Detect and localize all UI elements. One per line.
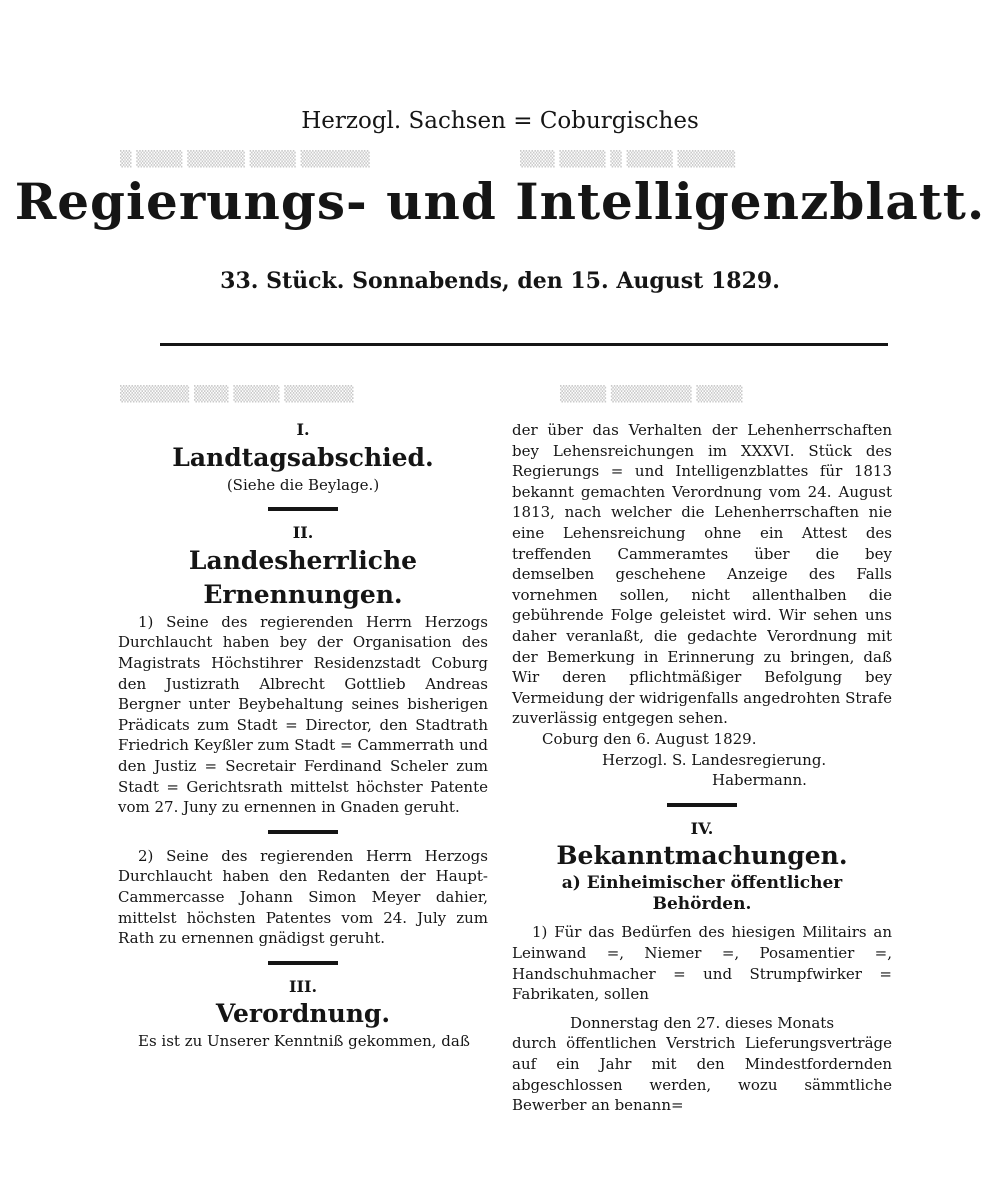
section-heading: Landtagsabschied. [172,442,434,472]
masthead-subtitle: Herzogl. Sachsen = Coburgisches [301,108,699,134]
bleed-through-texture: ▒▒▒ ▒▒▒▒ ▒ ▒▒▒▒ ▒▒▒▒▒ [520,150,736,168]
masthead-rule [160,343,888,346]
date-line: Coburg den 6. August 1829. [542,729,757,748]
paragraph: 1) Seine des regierenden Herrn Herzogs Durchlaucht haben bey der Organisation des Magistrats Höchstihrer Residenzstadt Coburg den Justizrath Albrecht Gottlieb Andreas Bergner unter Beybehaltung seines bisherigen Prädicats zum Stadt = Director, den Stadtrath Friedrich Keyßler zum Stadt = Cammerrath und den Justiz = Secretair Ferdinand Scheler zum Stadt = Gerichtsrath mittelst höchster Patente vom 27. Juny zu ernennen in Gnaden geruht. [118,612,488,817]
section-divider [268,507,338,511]
paragraph: durch öffentlichen Verstrich Lieferungsverträge auf ein Jahr mit den Mindestfordernden abgeschlossen werden, wozu sämmtliche Bewerber an benann= [512,1034,892,1115]
section-heading: Bekanntmachungen. [556,841,848,871]
paragraph: Es ist zu Unserer Kenntniß gekommen, daß [138,1032,470,1051]
section-heading: Landesherrliche Ernennungen. [188,545,418,609]
section-number: III. [288,976,318,996]
paragraph: 1) Für das Bedürfen des hiesigen Militairs an Leinwand =, Niemer =, Posamentier =, Handschuhmacher = und Strumpfwirker = Fabrikaten, sollen [512,923,892,1004]
section-number: II. [292,523,314,543]
signature: Habermann. [712,771,807,790]
date-line: Donnerstag den 27. dieses Monats [569,1013,835,1032]
issue-line: 33. Stück. Sonnabends, den 15. August 1829. [220,268,780,294]
bleed-through-texture: ▒▒▒▒ ▒▒▒▒▒▒▒ ▒▒▒▒ [560,385,743,403]
masthead-title: Regierungs- und Intelligenzblatt. [14,172,986,231]
paragraph: 2) Seine des regierenden Herrn Herzogs Durchlaucht haben den Redanten der Haupt-Cammercasse Johann Simon Meyer dahier, mittelst höchsten Patentes vom 24. July zum Rath zu ernennen gnädigst geruht. [118,846,488,948]
section-divider [268,961,338,965]
section-number: I. [296,420,310,439]
section-note: (Siehe die Beylage.) [226,475,380,494]
subsection-heading: a) Einheimischer öffentlicher Behörden. [561,873,843,914]
bleed-through-texture: ▒ ▒▒▒▒ ▒▒▒▒▒ ▒▒▒▒ ▒▒▒▒▒▒ [120,150,370,168]
paragraph: der über das Verhalten der Lehenherrschaften bey Lehensreichungen im XXXVI. Stück des Regierungs = und Intelligenzblattes für 1813 bekannt gemachten Verordnung vom 24. August 1813, nach welcher die Lehenherrschaften nie eine Lehensreichung ohne ein Attest des treffenden Cammeramtes über die bey demselben geschehene Anzeige des Falls vornehmen sollen, nicht allenthalben die gebührende Folge geleistet wird. Wir sehen uns daher veranlaßt, die gedachte Verordnung mit der Bemerkung in Erinnerung zu bringen, daß Wir deren pflichtmäßiger Befolgung bey Vermeidung der widrigenfalls angedrohten Strafe zuverlässig entgegen sehen. [512,421,892,728]
section-divider [667,803,737,807]
section-divider [268,830,338,834]
bleed-through-texture: ▒▒▒▒▒▒ ▒▒▒ ▒▒▒▒ ▒▒▒▒▒▒ [120,385,354,403]
right-column [512,420,892,1116]
section-number: IV. [690,818,714,838]
left-column [118,420,488,1052]
authority-line: Herzogl. S. Landesregierung. [602,750,827,769]
section-heading: Verordnung. [215,999,391,1029]
